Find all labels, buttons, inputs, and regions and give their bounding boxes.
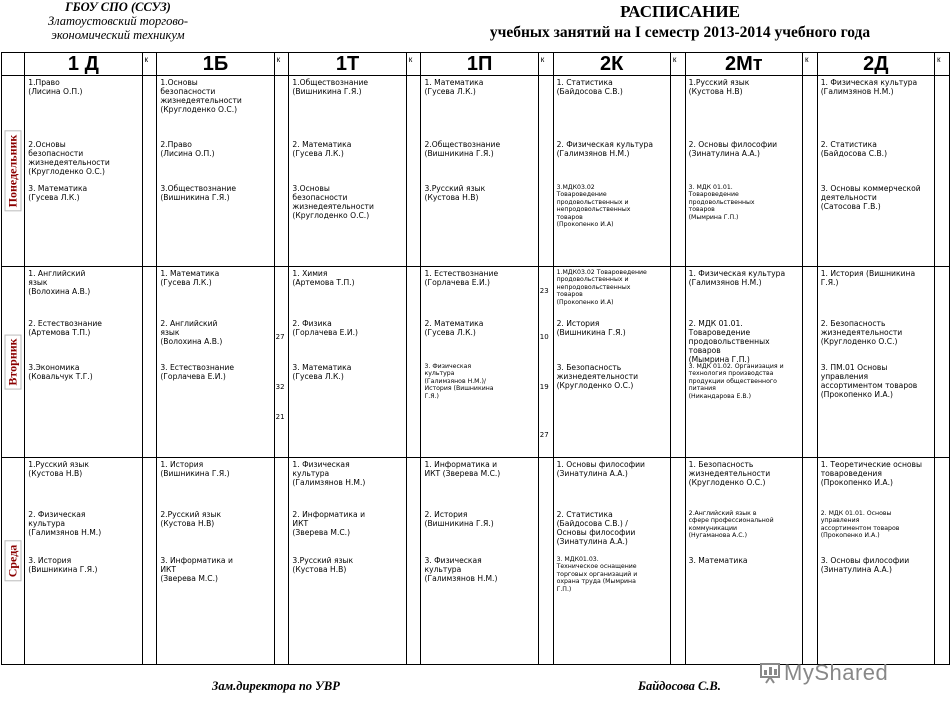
lesson-entry: 2.Обществознание (Вишникина Г.Я.) xyxy=(424,140,501,158)
group-header: 2К xyxy=(553,53,670,76)
lesson-entry: 1.Обществознание (Вишникина Г.Я.) xyxy=(292,78,369,96)
room-header: к xyxy=(538,53,553,76)
lesson-entry: 3. МДК 01.01. Товароведение продовольственных товаров (Мымрина Г.П.) xyxy=(688,184,755,221)
room-cell xyxy=(935,458,950,665)
presentation-icon xyxy=(760,662,780,684)
room-cell xyxy=(670,267,685,458)
room-cell xyxy=(406,267,421,458)
day-name: Вторник xyxy=(5,334,22,389)
day-row xyxy=(2,267,950,458)
room-cell xyxy=(935,76,950,267)
lesson-cell xyxy=(685,458,802,665)
room-header: к xyxy=(935,53,950,76)
lesson-cell xyxy=(25,458,142,665)
org-line-3: экономический техникум xyxy=(51,28,185,42)
lesson-entry: 2. Физическая культура (Галимзянов Н.М.) xyxy=(28,510,102,537)
group-header: 2Мт xyxy=(685,53,802,76)
lesson-entry: 2. МДК 01.01. Товароведение продовольственных товаров (Мымрина Г.П.) xyxy=(688,319,770,364)
lesson-entry: 2.Право (Лисина О.П.) xyxy=(160,140,215,158)
room-cell xyxy=(406,76,421,267)
room-header: к xyxy=(802,53,817,76)
lesson-entry: 2. Статистика (Байдосова С.В.) / Основы философии (Зинатулина А.А.) xyxy=(556,510,636,546)
lesson-entry: 1. История (Вишникина Г.Я.) xyxy=(820,269,916,287)
lesson-entry: 2. Естествознание (Артемова Т.П.) xyxy=(28,319,102,337)
room-number: 23 xyxy=(539,287,549,295)
lesson-entry: 1.Русский язык (Кустова Н.В) xyxy=(688,78,750,96)
lesson-entry: 2. Основы философии (Зинатулина А.А.) xyxy=(688,140,778,158)
room-cell xyxy=(142,458,157,665)
lesson-entry: 2. Английский язык (Волохина А.В.) xyxy=(160,319,223,346)
room-cell xyxy=(538,76,553,267)
lesson-entry: 1. Химия (Артемова Т.П.) xyxy=(292,269,355,287)
lesson-entry: 1. Основы философии (Зинатулина А.А.) xyxy=(556,460,645,478)
lesson-entry: 1. Математика (Гусева Л.К.) xyxy=(160,269,220,287)
lesson-entry: 3.Обществознание (Вишникина Г.Я.) xyxy=(160,184,237,202)
lesson-cell xyxy=(157,458,274,665)
lesson-entry: 3.Экономика (Ковальчук Т.Г.) xyxy=(28,363,93,381)
day-label-cell xyxy=(2,267,25,458)
lesson-entry: 3. Математика xyxy=(688,556,748,565)
room-header: к xyxy=(670,53,685,76)
schedule-heading xyxy=(410,2,950,44)
lesson-entry: 3. Естествознание (Горлачева Е.И.) xyxy=(160,363,235,381)
lesson-cell xyxy=(289,458,406,665)
room-cell xyxy=(274,267,289,458)
lesson-entry: 1. Информатика и ИКТ (Зверева М.С.) xyxy=(424,460,501,478)
lesson-entry: 1. Математика (Гусева Л.К.) xyxy=(424,78,484,96)
lesson-entry: 2. Физическая культура (Галимзянов Н.М.) xyxy=(556,140,654,158)
lesson-entry: 3. Информатика и ИКТ (Зверева М.С.) xyxy=(160,556,233,583)
lesson-entry: 1. Безопасность жизнедеятельности (Круглоденко О.С.) xyxy=(688,460,771,487)
day-label-cell xyxy=(2,458,25,665)
lesson-entry: 2.Основы безопасности жизнедеятельности (Круглоденко О.С.) xyxy=(28,140,110,176)
lesson-entry: 2. История (Вишникина Г.Я.) xyxy=(424,510,494,528)
org-line-2: Златоустовский торгово- xyxy=(47,14,189,28)
day-row xyxy=(2,76,950,267)
lesson-cell xyxy=(421,267,538,458)
lesson-entry: 3. ПМ.01 Основы управления ассортиментом товаров (Прокопенко И.А.) xyxy=(820,363,918,399)
watermark-text: MyShared xyxy=(784,660,889,685)
group-header: 1Т xyxy=(289,53,406,76)
lesson-entry: 2. История (Вишникина Г.Я.) xyxy=(556,319,626,337)
group-header: 2Д xyxy=(817,53,934,76)
lesson-cell xyxy=(25,267,142,458)
room-cell xyxy=(670,458,685,665)
room-number: 21 xyxy=(275,413,285,421)
lesson-entry: 1. Физическая культура (Галимзянов Н.М.) xyxy=(292,460,366,487)
lesson-entry: 3. Безопасность жизнедеятельности (Круглоденко О.С.) xyxy=(556,363,639,390)
lesson-entry: 3. Основы философии (Зинатулина А.А.) xyxy=(820,556,910,574)
room-cell xyxy=(406,458,421,665)
room-header: к xyxy=(274,53,289,76)
lesson-entry: 1.Основы безопасности жизнедеятельности (Круглоденко О.С.) xyxy=(160,78,242,114)
lesson-entry: 1. Английский язык (Волохина А.В.) xyxy=(28,269,91,296)
lesson-entry: 1.Русский язык (Кустова Н.В) xyxy=(28,460,89,478)
group-header: 1П xyxy=(421,53,538,76)
lesson-cell xyxy=(553,458,670,665)
group-header: 1Б xyxy=(157,53,274,76)
lesson-cell xyxy=(25,76,142,267)
footer-position: Зам.директора по УВР xyxy=(212,679,340,693)
lesson-cell xyxy=(421,76,538,267)
lesson-entry: 2.Английский язык в сфере профессиональной коммуникации (Нугаманова А.С.) xyxy=(688,510,774,540)
lesson-cell xyxy=(421,458,538,665)
day-name: Понедельник xyxy=(5,131,22,212)
footer-signatory: Байдосова С.В. xyxy=(638,679,721,693)
room-cell xyxy=(802,267,817,458)
lesson-entry: 3. Основы коммерческой деятельности (Сатосова Г.В.) xyxy=(820,184,921,211)
lesson-entry: 2.Русский язык (Кустова Н.В) xyxy=(160,510,222,528)
lesson-entry: 2. МДК 01.01. Основы управления ассортиментом товаров (Прокопенко И.А.) xyxy=(820,510,900,540)
lesson-cell xyxy=(289,76,406,267)
lesson-entry: 1.Право (Лисина О.П.) xyxy=(28,78,83,96)
room-cell xyxy=(142,76,157,267)
org-header xyxy=(18,0,218,50)
lesson-entry: 3.МДК03.02 Товароведение продовольственных и непродовольственных товаров (Прокопенко И.А) xyxy=(556,184,631,229)
room-cell xyxy=(802,76,817,267)
group-header-row xyxy=(2,53,950,76)
lesson-entry: 2. Физика (Горлачева Е.И.) xyxy=(292,319,358,337)
day-row xyxy=(2,458,950,665)
room-cell xyxy=(142,267,157,458)
lesson-cell xyxy=(157,76,274,267)
day-label-cell xyxy=(2,76,25,267)
corner-cell xyxy=(2,53,25,76)
lesson-entry: 3. МДК 01.02. Организация и технология производства продукции общественного питания (Никандарова Е.В.) xyxy=(688,363,784,400)
lesson-cell xyxy=(817,458,934,665)
room-number: 32 xyxy=(275,383,285,391)
lesson-entry: 3. Математика (Гусева Л.К.) xyxy=(292,363,352,381)
lesson-entry: 1. Естествознание (Горлачева Е.И.) xyxy=(424,269,499,287)
lesson-entry: 1.МДК03.02 Товароведение продовольственных и непродовольственных товаров (Прокопенко И.А) xyxy=(556,269,647,306)
lesson-entry: 3. История (Вишникина Г.Я.) xyxy=(28,556,98,574)
lesson-entry: 2. Математика (Гусева Л.К.) xyxy=(424,319,484,337)
room-cell xyxy=(538,267,553,458)
group-header: 1 Д xyxy=(25,53,142,76)
lesson-cell xyxy=(553,267,670,458)
org-line-1: ГБОУ СПО (ССУЗ) xyxy=(65,0,171,14)
room-header: к xyxy=(406,53,421,76)
room-cell xyxy=(274,76,289,267)
lesson-entry: 2. Информатика и ИКТ (Зверева М.С.) xyxy=(292,510,365,537)
lesson-cell xyxy=(289,267,406,458)
lesson-entry: 1. Статистика (Байдосова С.В.) xyxy=(556,78,623,96)
lesson-entry: 2. Статистика (Байдосова С.В.) xyxy=(820,140,888,158)
room-cell xyxy=(935,267,950,458)
room-number: 27 xyxy=(539,431,549,439)
lesson-entry: 3. Физическая культура (Галимзянов Н.М.)/ История (Вишникина Г.Я.) xyxy=(424,363,494,400)
lesson-cell xyxy=(157,267,274,458)
room-number: 10 xyxy=(539,333,549,341)
lesson-entry: 2. Безопасность жизнедеятельности (Круглоденко О.С.) xyxy=(820,319,903,346)
room-cell xyxy=(670,76,685,267)
lesson-entry: 2. Математика (Гусева Л.К.) xyxy=(292,140,352,158)
room-cell xyxy=(274,458,289,665)
lesson-entry: 1. История (Вишникина Г.Я.) xyxy=(160,460,230,478)
room-number: 27 xyxy=(275,333,285,341)
lesson-entry: 1. Физическая культура (Галимзянов Н.М.) xyxy=(688,269,786,287)
lesson-entry: 1. Теоретические основы товароведения (Прокопенко И.А.) xyxy=(820,460,923,487)
schedule-table xyxy=(1,52,950,665)
lesson-entry: 3. МДК01.03. Техническое оснащение торговых организаций и охрана труда (Мымрина Г.П.) xyxy=(556,556,638,593)
lesson-cell xyxy=(553,76,670,267)
lesson-cell xyxy=(817,267,934,458)
lesson-cell xyxy=(685,76,802,267)
room-number: 19 xyxy=(539,383,549,391)
lesson-entry: 3. Физическая культура (Галимзянов Н.М.) xyxy=(424,556,498,583)
lesson-entry: 3.Основы безопасности жизнедеятельности (Круглоденко О.С.) xyxy=(292,184,374,220)
room-cell xyxy=(538,458,553,665)
lesson-cell xyxy=(685,267,802,458)
schedule-subtitle: учебных занятий на I семестр 2013-2014 учебного года xyxy=(489,24,871,41)
lesson-entry: 3.Русский язык (Кустова Н.В) xyxy=(292,556,354,574)
lesson-entry: 3.Русский язык (Кустова Н.В) xyxy=(424,184,486,202)
lesson-entry: 1. Физическая культура (Галимзянов Н.М.) xyxy=(820,78,918,96)
lesson-cell xyxy=(817,76,934,267)
room-cell xyxy=(802,458,817,665)
room-header: к xyxy=(142,53,157,76)
day-name: Среда xyxy=(5,541,22,582)
lesson-entry: 3. Математика (Гусева Л.К.) xyxy=(28,184,88,202)
schedule-title: РАСПИСАНИЕ xyxy=(620,2,740,21)
watermark xyxy=(760,660,888,686)
